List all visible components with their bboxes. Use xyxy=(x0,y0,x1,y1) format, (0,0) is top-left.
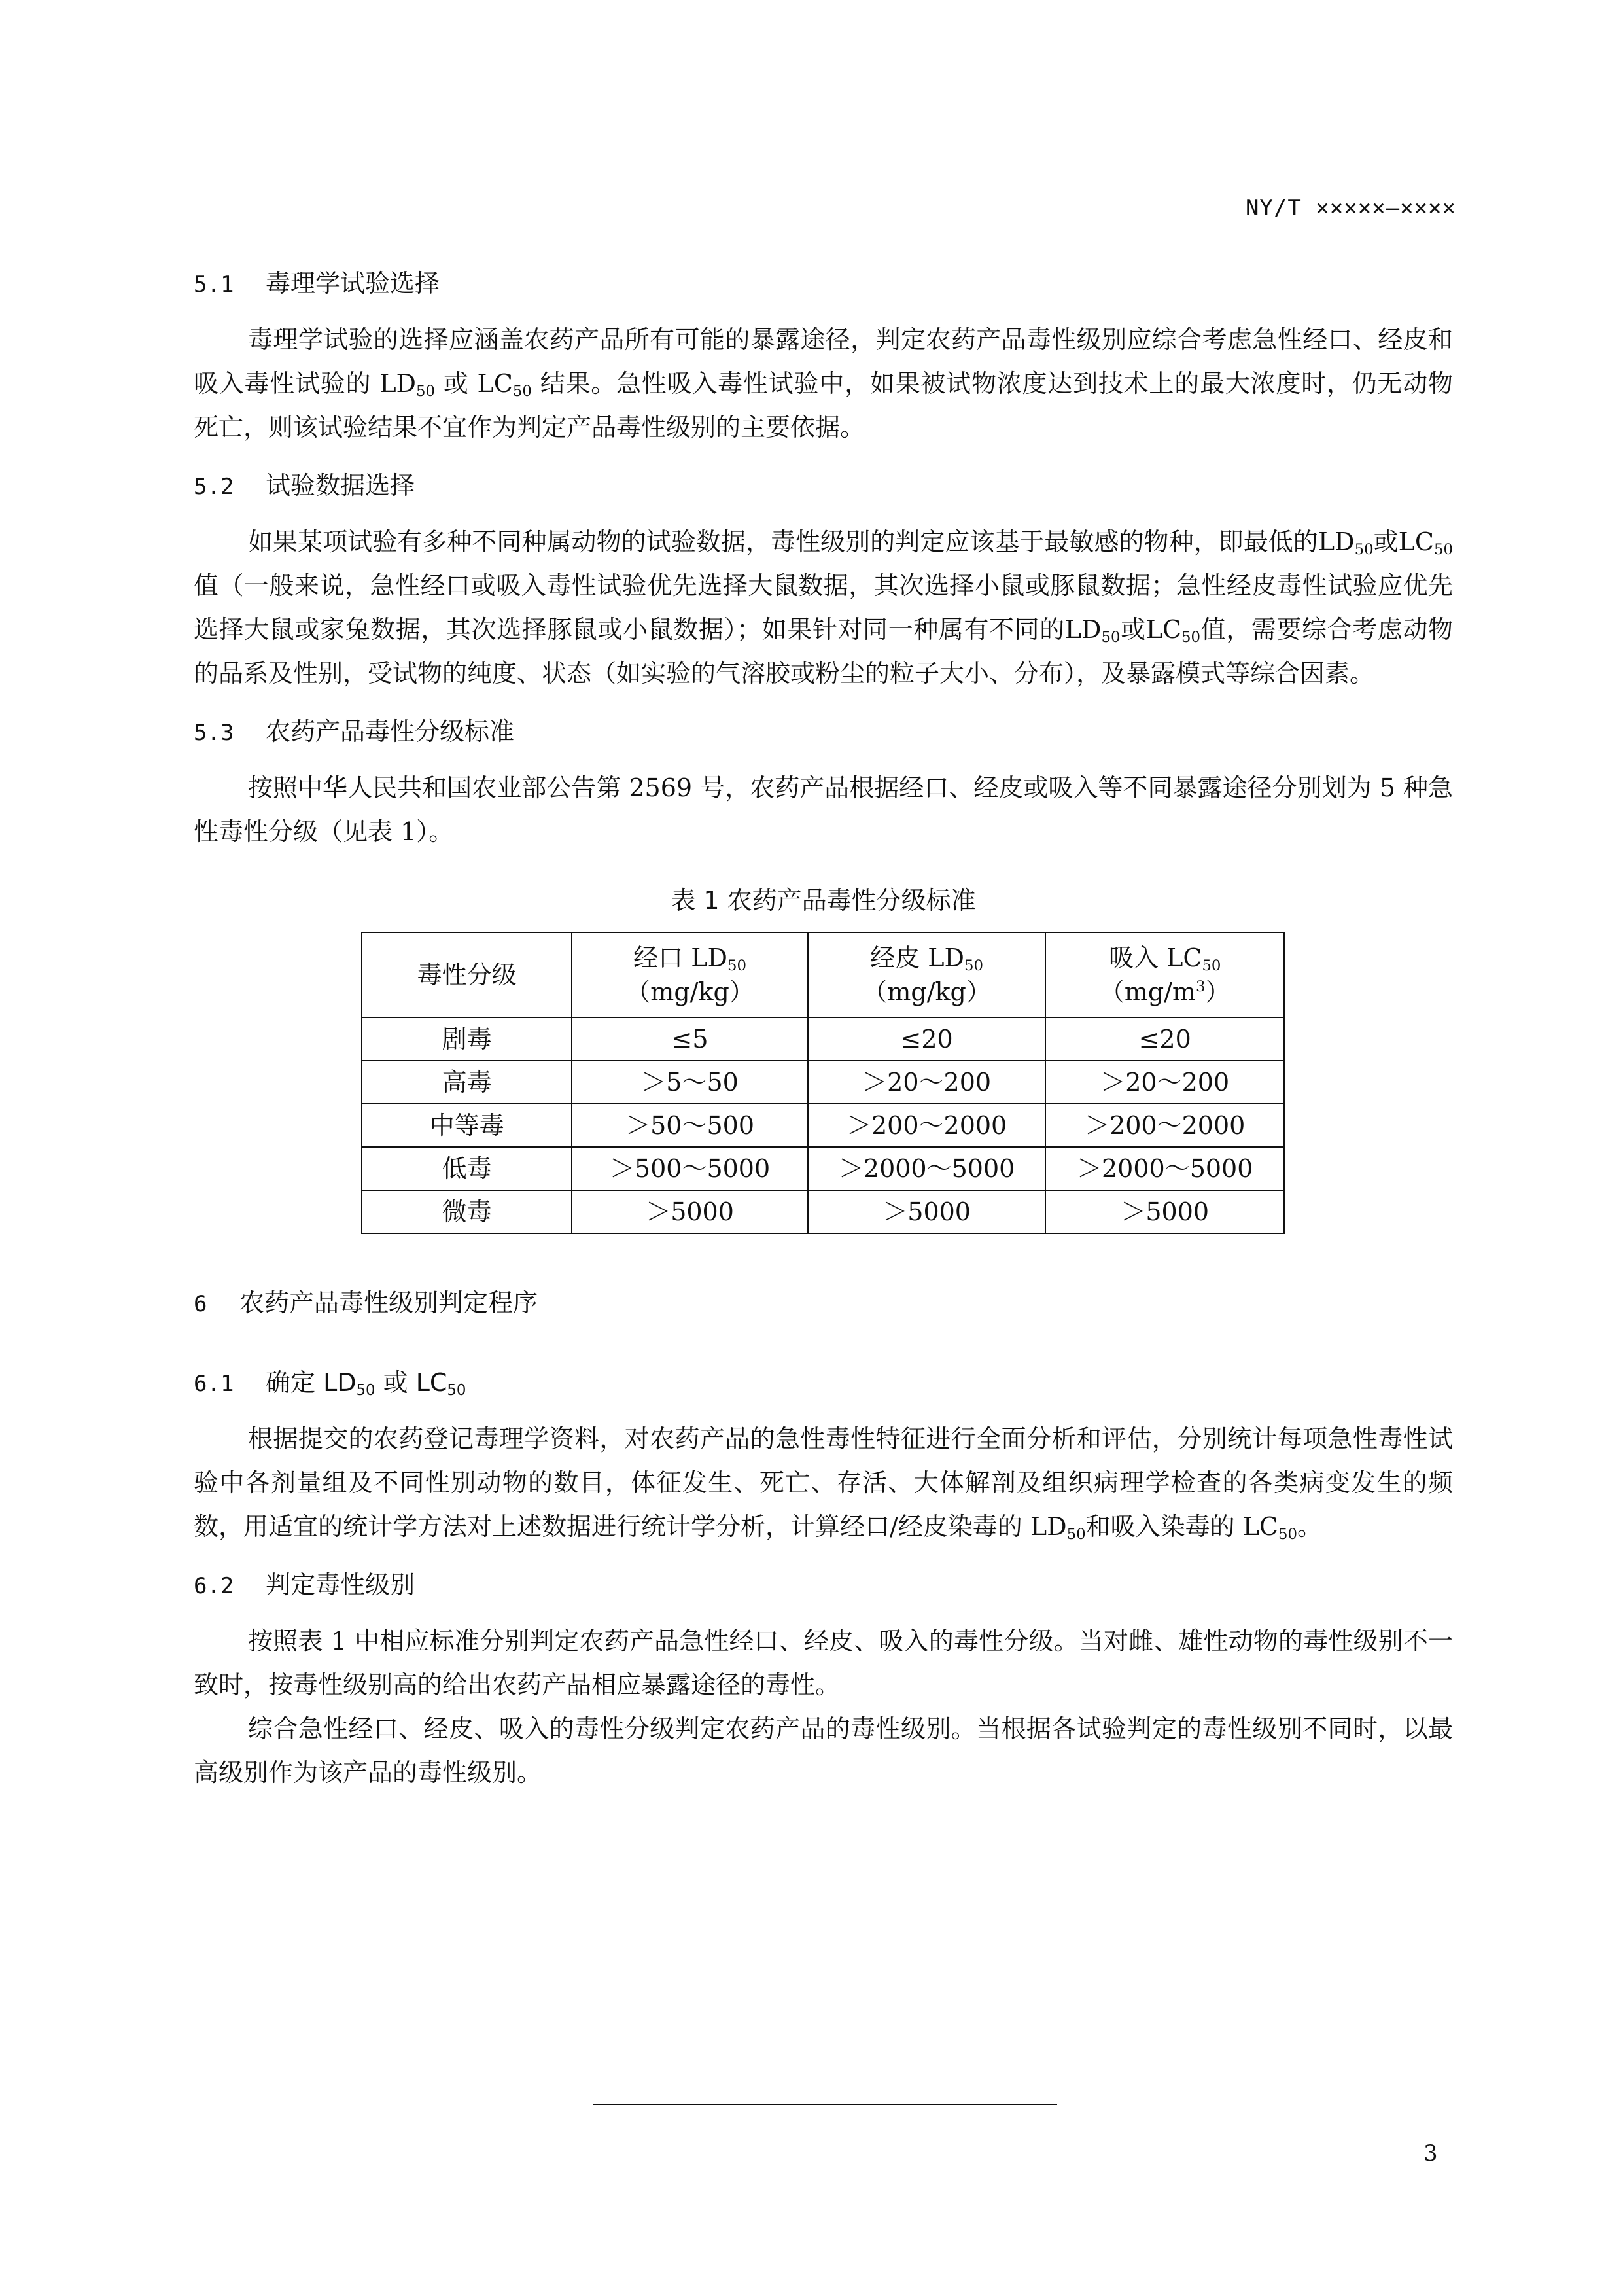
text-run: 毒理学试验的选择应涵盖农药产品所有可能的暴露途径，判定农药产品毒性级别应综合考虑急性经口、经皮和吸入毒性试验的 LD xyxy=(194,325,1453,398)
table-cell: ＞5000 xyxy=(1045,1190,1284,1233)
subscript: 50 xyxy=(416,383,436,400)
text-run: 如果某项试验有多种不同种属动物的试验数据，毒性级别的判定应该基于最敏感的物种，即最低的LD xyxy=(248,527,1355,556)
subscript: 50 xyxy=(1181,629,1201,646)
table-row xyxy=(362,1061,1284,1104)
text-run: 或 LC xyxy=(435,369,513,398)
text-run: 或LC xyxy=(1373,527,1434,556)
table-cell: ＞2000～5000 xyxy=(1045,1147,1284,1190)
subscript: 50 xyxy=(964,957,984,974)
superscript: 3 xyxy=(1196,978,1206,995)
section-number: 5.1 xyxy=(194,272,234,298)
subscript: 50 xyxy=(1066,1526,1086,1543)
footer-rule xyxy=(593,2104,1057,2105)
section-5-3-paragraph: 按照中华人民共和国农业部公告第 2569 号，农药产品根据经口、经皮或吸入等不同暴露途径分别划为 5 种急性毒性分级（见表 1）。 xyxy=(194,773,1453,846)
header-text: 吸入 LC xyxy=(1109,944,1202,972)
section-title: 农药产品毒性级别判定程序 xyxy=(239,1288,538,1317)
table-cell: 低毒 xyxy=(362,1147,572,1190)
section-number: 6.1 xyxy=(194,1371,234,1397)
table-cell: 中等毒 xyxy=(362,1104,572,1147)
table-caption: 表 1 农药产品毒性分级标准 xyxy=(671,886,976,915)
section-5-1-heading xyxy=(194,262,1453,305)
section-5-1-paragraph xyxy=(194,318,1453,450)
table-cell: ＞5～50 xyxy=(572,1061,808,1104)
text-run: 。 xyxy=(1297,1512,1323,1541)
header-toxicity-level: 毒性分级 xyxy=(362,932,572,1017)
header-unit: ） xyxy=(1205,978,1230,1006)
header-text: 经口 LD xyxy=(633,944,727,972)
section-6-2-paragraph-2: 综合急性经口、经皮、吸入的毒性分级判定农药产品的毒性级别。当根据各试验判定的毒性级别不同时，以最高级别作为该产品的毒性级别。 xyxy=(194,1714,1453,1787)
toxicity-table xyxy=(361,932,1285,1234)
subscript: 50 xyxy=(447,1382,466,1399)
header-inhalation-lc50 xyxy=(1045,932,1284,1017)
table-cell: ＞20～200 xyxy=(808,1061,1046,1104)
text-run: 根据提交的农药登记毒理学资料，对农药产品的急性毒性特征进行全面分析和评估，分别统计每项急性毒性试验中各剂量组及不同性别动物的数目，体征发生、死亡、存活、大体解剖及组织病理学检查的各类病变发生的频数，用适宜的统计学方法对上述数据进行统计学分析，计算经口/经皮染毒的 LD xyxy=(194,1424,1453,1541)
table-cell: ＞500～5000 xyxy=(572,1147,808,1190)
section-5-2-heading xyxy=(194,464,1453,507)
text-run: 或LC xyxy=(1120,615,1182,644)
table-row xyxy=(362,1190,1284,1233)
table-cell: 微毒 xyxy=(362,1190,572,1233)
section-title: 或 LC xyxy=(375,1368,447,1397)
table-cell: ＞20～200 xyxy=(1045,1061,1284,1104)
subscript: 50 xyxy=(1101,629,1121,646)
subscript: 50 xyxy=(1278,1526,1298,1543)
header-dermal-ld50 xyxy=(808,932,1046,1017)
section-6-1-paragraph xyxy=(194,1417,1453,1549)
section-6-2-heading xyxy=(194,1563,1453,1606)
table-cell: ＞5000 xyxy=(572,1190,808,1233)
section-title: 毒理学试验选择 xyxy=(266,269,440,298)
table-cell: ＞50～500 xyxy=(572,1104,808,1147)
header-unit: （mg/m xyxy=(1099,978,1196,1006)
table-header-row xyxy=(362,932,1284,1017)
page-number: 3 xyxy=(1423,2140,1438,2166)
section-title: 判定毒性级别 xyxy=(266,1570,415,1599)
section-number: 6 xyxy=(194,1291,207,1317)
section-5-2-paragraph xyxy=(194,520,1453,696)
header-text: 经皮 LD xyxy=(870,944,964,972)
section-number: 5.3 xyxy=(194,720,234,746)
table-cell: 高毒 xyxy=(362,1061,572,1104)
header-oral-ld50 xyxy=(572,932,808,1017)
table-cell: ＞2000～5000 xyxy=(808,1147,1046,1190)
table-cell: ＞200～2000 xyxy=(1045,1104,1284,1147)
section-6-heading xyxy=(194,1281,1453,1324)
section-number: 5.2 xyxy=(194,474,234,500)
subscript: 50 xyxy=(1354,541,1374,558)
text-run: 和吸入染毒的 LC xyxy=(1085,1512,1278,1541)
table-cell: ≤20 xyxy=(1045,1017,1284,1061)
subscript: 50 xyxy=(727,957,746,974)
subscript: 50 xyxy=(1202,957,1221,974)
table-cell: ≤20 xyxy=(808,1017,1046,1061)
section-6-2-paragraph-1: 按照表 1 中相应标准分别判定农药产品急性经口、经皮、吸入的毒性分级。当对雌、雄性动物的毒性级别不一致时，按毒性级别高的给出农药产品相应暴露途径的毒性。 xyxy=(194,1627,1453,1699)
text-run: 值，需要综合考虑动物的品系及性别，受试物的纯度、状态（如实验的气溶胶或粉尘的粒子大小、分布），及暴露模式等综合因素。 xyxy=(194,615,1453,688)
subscript: 50 xyxy=(512,383,532,400)
subscript: 50 xyxy=(356,1382,375,1399)
table-row xyxy=(362,1147,1284,1190)
section-5-3-heading xyxy=(194,710,1453,753)
text-run: 值（一般来说，急性经口或吸入毒性试验优先选择大鼠数据，其次选择小鼠或豚鼠数据；急性经皮毒性试验应优先选择大鼠或家兔数据，其次选择豚鼠或小鼠数据）；如果针对同一种属有不同的LD xyxy=(194,571,1453,644)
page-content xyxy=(194,262,1453,1809)
section-title: 试验数据选择 xyxy=(266,471,415,500)
section-6-1-heading xyxy=(194,1361,1453,1404)
section-number: 6.2 xyxy=(194,1573,234,1599)
header-unit: （mg/kg） xyxy=(625,978,754,1006)
section-title: 农药产品毒性分级标准 xyxy=(266,717,515,746)
section-title: 确定 LD xyxy=(266,1368,357,1397)
standard-code: NY/T ×××××—×××× xyxy=(1245,195,1456,221)
header-unit: （mg/kg） xyxy=(862,978,991,1006)
text-run: 结果。急性吸入毒性试验中，如果被试物浓度达到技术上的最大浓度时，仍无动物死亡，则该试验结果不宜作为判定产品毒性级别的主要依据。 xyxy=(194,369,1453,442)
subscript: 50 xyxy=(1433,541,1453,558)
table-row xyxy=(362,1104,1284,1147)
table-row xyxy=(362,1017,1284,1061)
table-cell: ≤5 xyxy=(572,1017,808,1061)
table-cell: ＞5000 xyxy=(808,1190,1046,1233)
table-cell: ＞200～2000 xyxy=(808,1104,1046,1147)
table-cell: 剧毒 xyxy=(362,1017,572,1061)
